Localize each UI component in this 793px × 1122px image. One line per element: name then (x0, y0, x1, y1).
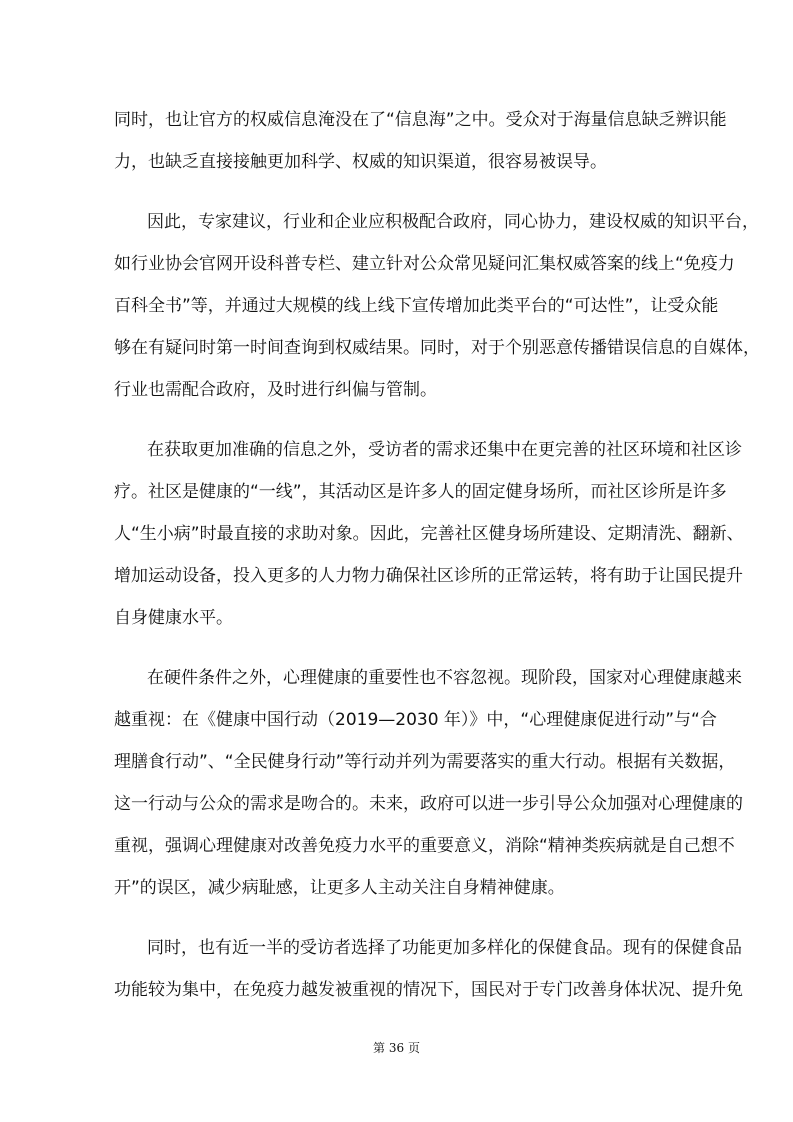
text-line: 行业也需配合政府，及时进行纠偏与管制。 (114, 380, 437, 400)
text-line: 如行业协会官网开设科普专栏、建立针对公众常见疑问汇集权威答案的线上“免疫力 (114, 254, 735, 274)
text-line: 因此，专家建议，行业和企业应积极配合政府，同心协力，建设权威的知识平台， (147, 212, 759, 232)
text-line: 自身健康水平。 (114, 608, 233, 628)
text-line: 增加运动设备，投入更多的人力物力确保社区诊所的正常运转，将有助于让国民提升 (114, 566, 743, 586)
text-line: 够在有疑问时第一时间查询到权威结果。同时，对于个别恶意传播错误信息的自媒体， (114, 338, 760, 358)
text-line: 人“生小病”时最直接的求助对象。因此，完善社区健身场所建设、定期清洗、翻新、 (114, 524, 744, 544)
page-number: 第 36 页 (373, 1041, 420, 1055)
text-line: 力，也缺乏直接接触更加科学、权威的知识渠道，很容易被误导。 (114, 152, 607, 172)
text-line: 这一行动与公众的需求是吻合的。未来，政府可以进一步引导公众加强对心理健康的 (114, 794, 743, 814)
text-line: 理膳食行动”、“全民健身行动”等行动并列为需要落实的重大行动。根据有关数据， (114, 752, 736, 772)
text-line: 同时，也有近一半的受访者选择了功能更加多样化的保健食品。现有的保健食品 (147, 938, 742, 958)
text-line: 同时，也让官方的权威信息淹没在了“信息海”之中。受众对于海量信息缺乏辨识能 (114, 110, 727, 130)
text-line: 在获取更加准确的信息之外，受访者的需求还集中在更完善的社区环境和社区诊 (147, 440, 742, 460)
text-line: 在硬件条件之外，心理健康的重要性也不容忽视。现阶段，国家对心理健康越来 (147, 668, 742, 688)
text-line: 重视，强调心理健康对改善免疫力水平的重要意义，消除“精神类疾病就是自己想不 (114, 836, 735, 856)
text-line: 疗。社区是健康的“一线”，其活动区是许多人的固定健身场所，而社区诊所是许多 (114, 482, 727, 502)
text-line: 功能较为集中，在免疫力越发被重视的情况下，国民对于专门改善身体状况、提升免 (114, 980, 743, 1000)
text-line: 百科全书”等，并通过大规模的线上线下宣传增加此类平台的“可达性”，让受众能 (114, 296, 719, 316)
text-line: 开”的误区，减少病耻感，让更多人主动关注自身精神健康。 (114, 878, 565, 898)
text-line: 越重视：在《健康中国行动（2019—2030 年）》中，“心理健康促进行动”与“合 (114, 710, 717, 730)
